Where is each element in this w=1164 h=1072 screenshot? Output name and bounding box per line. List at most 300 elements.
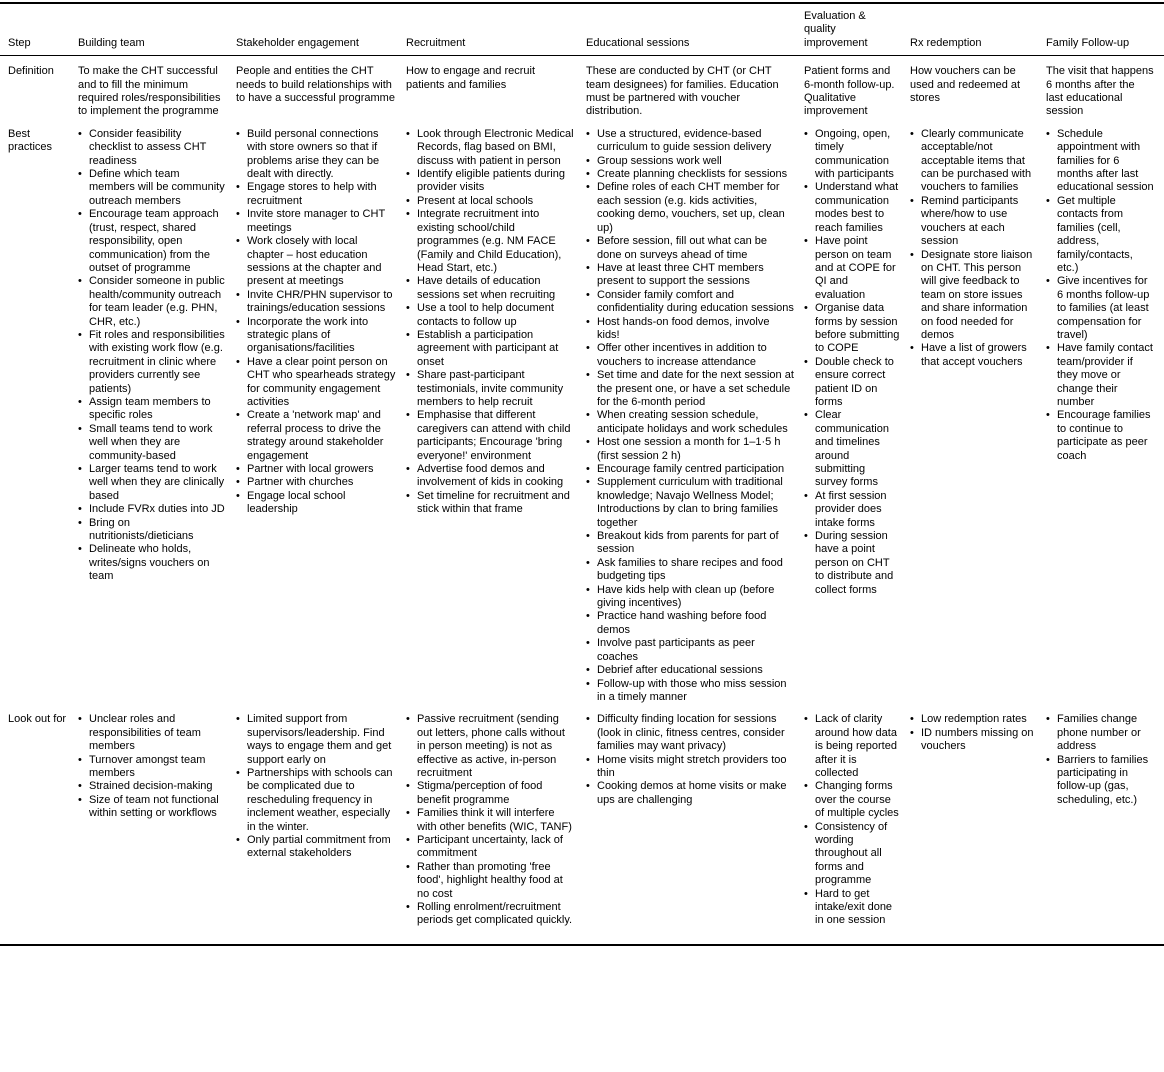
bullet-text: Ask families to share recipes and food budgeting tips [597,556,783,583]
bullet-icon: • [1046,713,1050,726]
bullet-item [236,490,396,517]
bullet-icon: • [586,637,590,650]
bullet-item [1046,754,1154,808]
bullet-icon: • [804,127,808,140]
bullet-item [78,275,226,329]
bullet-item [78,463,226,503]
bullet-item [406,463,576,490]
column-header: Rx redemption [910,3,1046,56]
bullet-text: Define roles of each CHT member for each session (e.g. kids activities, cooking demo, vouchers, set up, clean up) [597,181,785,234]
bullet-text: Small teams tend to work well when they are community-based [89,422,213,462]
bullet-icon: • [236,409,240,422]
bullet-icon: • [586,556,590,569]
bullet-icon: • [804,235,808,248]
bullet-item [236,767,396,834]
bullet-text: Limited support from supervisors/leadership. Find ways to engage them and get support early on [247,713,392,766]
bullet-item [78,423,226,463]
bullet-text: Identify eligible patients during provider visits [417,168,565,194]
table-cell [910,704,1046,945]
table-cell [406,704,586,945]
bullet-icon: • [586,315,590,328]
bullet-icon: • [586,127,590,140]
bullet-icon: • [236,181,240,194]
bullet-icon: • [586,463,590,475]
bullet-icon: • [406,168,410,181]
table-cell [910,119,1046,704]
bullet-text: Create planning checklists for sessions [597,168,788,181]
bullet-item [236,463,396,476]
bullet-text: Work closely with local chapter – host education sessions at the chapter and present at meetings [247,235,382,288]
bullet-icon: • [406,328,410,341]
bullet-item [236,356,396,410]
bullet-icon: • [406,860,410,873]
definition-text: How to engage and recruit patients and families [406,65,536,91]
table-cell [586,704,804,945]
table-cell [236,704,406,945]
step-column-header: Step [0,3,78,56]
bullet-text: Invite CHR/PHN supervisor to trainings/education sessions [247,288,393,315]
bullet-text: Cooking demos at home visits or make ups are challenging [597,780,787,806]
bullet-text: Bring on nutritionists/dieticians [89,516,194,543]
bullet-item [406,208,576,275]
table-cell [804,119,910,704]
bullet-item [1046,275,1154,342]
bullet-text: Ongoing, open, timely communication with participants [815,127,894,181]
bullet-icon: • [804,530,808,543]
bullet-icon: • [586,181,590,194]
bullet-item [236,128,396,182]
bullet-text: Supplement curriculum with traditional knowledge; Navajo Wellness Model; Introductions by clan to bring families together [597,476,783,529]
bullet-text: Emphasise that different caregivers can attend with child participants; Encourage 'bring everyone!' environment [417,409,571,462]
bullet-text: Clear communication and timelines around submitting survey forms [815,409,889,489]
bullet-text: Low redemption rates [921,713,1027,726]
bullet-icon: • [910,127,914,140]
bullet-text: Lack of clarity around how data is being reported after it is collected [815,713,897,779]
bullet-icon: • [586,409,590,422]
bullet-icon: • [586,369,590,382]
bullet-icon: • [1046,409,1050,422]
bullet-item [78,794,226,821]
bullet-text: Consider feasibility checklist to assess CHT readiness [89,127,207,167]
bullet-text: Define which team members will be community outreach members [89,168,225,207]
bullet-item [406,780,576,807]
definition-text: The visit that happens 6 months after the last educational session [1046,65,1154,118]
bullet-icon: • [586,235,590,248]
bullet-text: When creating session schedule, anticipate holidays and work schedules [597,409,788,435]
bullet-text: Share past-participant testimonials, invite community members to help recruit [417,369,564,408]
bullet-text: Establish a participation agreement with participant at onset [417,328,559,368]
bullet-item [406,409,576,463]
bullet-item [1046,713,1154,753]
bullet-text: Host hands-on food demos, involve kids! [597,315,770,341]
table-cell [804,56,910,119]
bullet-text: Group sessions work well [597,154,722,167]
definition-text: Patient forms and 6-month follow-up. Qualitative improvement [804,65,895,118]
bullet-text: Involve past participants as peer coaches [597,637,755,663]
table-cell [78,119,236,704]
bullet-item [804,713,900,780]
bullet-item [78,543,226,583]
bullet-item [406,713,576,780]
bullet-item [586,369,794,409]
bullet-icon: • [78,275,82,288]
fvrx-programme-steps-table [0,2,1164,946]
bullet-item [406,302,576,329]
bullet-item [406,490,576,517]
bullet-text: Larger teams tend to work well when they are clinically based [89,463,225,502]
bullet-icon: • [586,677,590,690]
bullet-icon: • [78,463,82,475]
bullet-text: Delineate who holds, writes/signs vouchers on team [89,543,210,583]
bullet-item [78,780,226,793]
bullet-icon: • [406,833,410,846]
bullet-icon: • [910,726,914,739]
bullet-text: Double check to ensure correct patient ID on forms [815,355,894,408]
bullet-icon: • [910,194,914,207]
bullet-icon: • [78,208,82,221]
bullet-text: Include FVRx duties into JD [89,503,225,516]
bullet-item [586,780,794,807]
bullet-icon: • [1046,275,1050,288]
bullet-item [586,289,794,316]
table-cell [586,56,804,119]
bullet-icon: • [406,208,410,221]
bullet-item [910,727,1036,754]
column-header: Stakeholder engagement [236,3,406,56]
bullet-icon: • [910,342,914,355]
bullet-text: Breakout kids from parents for part of session [597,530,779,556]
bullet-item [406,128,576,168]
bullet-item [804,490,900,530]
bullet-text: Turnover amongst team members [89,753,206,779]
bullet-icon: • [78,543,82,556]
bullet-text: Families think it will interfere with other benefits (WIC, TANF) [417,807,572,833]
bullet-text: Invite store manager to CHT meetings [247,208,385,234]
bullet-item [910,128,1036,195]
bullet-item [586,463,794,476]
column-header: Evaluation & quality improvement [804,3,910,56]
bullet-item [406,168,576,195]
bullet-item [406,369,576,409]
bullet-text: Barriers to families participating in follow-up (gas, scheduling, etc.) [1057,753,1149,806]
row-label: Look out for [8,713,67,726]
bullet-icon: • [236,208,240,221]
bullet-text: Partner with local growers [247,463,374,475]
bullet-icon: • [586,168,590,181]
bullet-text: Before session, fill out what can be done on surveys ahead of time [597,235,767,261]
table-cell [586,119,804,704]
bullet-item [236,289,396,316]
bullet-icon: • [1046,342,1050,355]
bullet-item [586,128,794,155]
bullet-item [406,329,576,369]
bullet-item [406,861,576,901]
bullet-icon: • [586,342,590,355]
bullet-icon: • [78,780,82,793]
definition-text: To make the CHT successful and to fill the minimum required roles/responsibilities to implement the programme [78,65,221,118]
bullet-icon: • [406,713,410,726]
bullet-item [78,329,226,396]
bullet-item [586,235,794,262]
bullet-item [804,780,900,820]
bullet-item [586,155,794,168]
bullet-icon: • [236,833,240,846]
bullet-item [804,409,900,489]
bullet-text: Create a 'network map' and referral process to drive the strategy around stakeholder engagement [247,409,384,462]
table-header [0,3,1164,56]
bullet-text: Engage local school leadership [247,489,346,516]
bullet-item [804,235,900,302]
bullet-text: Integrate recruitment into existing school/child programmes (e.g. NM FACE (Family and Child Education), Head Start, etc.) [417,208,562,274]
bullet-item [1046,342,1154,409]
bullet-item [586,342,794,369]
bullet-text: Use a structured, evidence-based curriculum to guide session delivery [597,127,772,154]
bullet-icon: • [1046,127,1050,140]
bullet-item [804,356,900,410]
bullet-item [236,208,396,235]
bullet-text: Practice hand washing before food demos [597,610,767,636]
bullet-text: Build personal connections with store owners so that if problems arise they can be dealt with directly. [247,127,380,181]
bullet-icon: • [236,489,240,502]
bullet-text: Have a clear point person on CHT who spearheads strategy for community engagement activities [247,355,396,408]
bullet-text: Difficulty finding location for sessions (look in clinic, fitness centres, consider families may want privacy) [597,713,785,753]
bullet-item [586,713,794,753]
bullet-icon: • [586,154,590,167]
bullet-text: Encourage team approach (trust, respect, shared responsibility, open communication) from the outset of programme [89,208,219,274]
column-header: Family Follow-up [1046,3,1164,56]
bullet-text: Look through Electronic Medical Records, flag based on BMI, discuss with patient in person [417,127,574,167]
table-row [0,119,1164,704]
bullet-text: Organise data forms by session before submitting to COPE [815,302,900,355]
bullet-icon: • [804,887,808,900]
bullet-icon: • [236,463,240,475]
bullet-text: Hard to get intake/exit done in one session [815,887,893,927]
bullet-icon: • [804,302,808,315]
bullet-icon: • [910,713,914,726]
bullet-icon: • [78,422,82,435]
column-header: Building team [78,3,236,56]
bullet-icon: • [804,820,808,833]
definition-text: People and entities the CHT needs to build relationships with to have a successful programme [236,65,395,105]
table-cell [406,56,586,119]
bullet-text: Use a tool to help document contacts to follow up [417,302,554,328]
bullet-icon: • [1046,753,1050,766]
bullet-icon: • [406,463,410,475]
bullet-icon: • [406,807,410,820]
bullet-item [236,834,396,861]
bullet-icon: • [78,753,82,766]
bullet-item [236,476,396,489]
bullet-text: Partner with churches [247,476,354,489]
bullet-text: Only partial commitment from external stakeholders [247,833,391,860]
table-cell [1046,56,1164,119]
bullet-text: Size of team not functional within setting or workflows [89,793,219,820]
bullet-item [586,316,794,343]
bullet-icon: • [586,753,590,766]
bullet-item [586,637,794,664]
bullet-text: Unclear roles and responsibilities of team members [89,713,201,753]
bullet-item [78,517,226,544]
bullet-text: Have kids help with clean up (before giving incentives) [597,583,775,610]
bullet-text: Rolling enrolment/recruitment periods get complicated quickly. [417,901,573,927]
bullet-item [586,664,794,677]
bullet-text: ID numbers missing on vouchers [921,726,1034,753]
bullet-icon: • [804,780,808,793]
bullet-icon: • [586,780,590,793]
bullet-item [586,530,794,557]
bullet-icon: • [406,275,410,288]
bullet-icon: • [586,530,590,543]
bullet-text: Encourage family centred participation [597,463,785,475]
bullet-text: Clearly communicate acceptable/not acceptable items that can be purchased with vouchers to families [921,127,1032,194]
bullet-item [586,262,794,289]
bullet-item [78,208,226,275]
bullet-text: Follow-up with those who miss session in a timely manner [597,677,787,703]
bullet-icon: • [804,409,808,422]
bullet-text: Home visits might stretch providers too thin [597,753,787,779]
bullet-item [236,713,396,767]
bullet-item [236,235,396,289]
bullet-text: Changing forms over the course of multiple cycles [815,780,899,820]
bullet-text: Partnerships with schools can be complicated due to rescheduling frequency in inclement weather, especially in the winter. [247,766,393,833]
row-label: Best practices [8,127,53,154]
bullet-icon: • [586,261,590,274]
bullet-text: Give incentives for 6 months follow-up to families (at least compensation for travel) [1057,275,1150,341]
bullet-item [586,678,794,705]
bullet-text: Participant uncertainty, lack of commitment [417,833,563,860]
bullet-item [804,128,900,182]
bullet-item [804,821,900,888]
bullet-icon: • [804,181,808,194]
table-row [0,704,1164,945]
bullet-text: Assign team members to specific roles [89,395,211,422]
definition-text: How vouchers can be used and redeemed at stores [910,65,1021,105]
bullet-icon: • [78,503,82,516]
bullet-icon: • [236,127,240,140]
bullet-text: Consider family comfort and confidentiality during education sessions [597,288,794,315]
bullet-icon: • [236,355,240,368]
bullet-item [1046,409,1154,463]
bullet-item [78,754,226,781]
bullet-text: At first session provider does intake forms [815,489,887,529]
bullet-text: Designate store liaison on CHT. This person will give feedback to team on store issues and share information on food needed for demos [921,248,1033,341]
bullet-icon: • [586,583,590,596]
table-cell [804,704,910,945]
bullet-text: Remind participants where/how to use vouchers at each session [921,194,1019,248]
bullet-text: Families change phone number or address [1057,713,1141,753]
bullet-text: Incorporate the work into strategic plans of organisations/facilities [247,315,369,355]
table-cell [406,119,586,704]
row-label: Definition [8,65,54,78]
bullet-item [236,409,396,463]
bullet-icon: • [406,194,410,207]
bullet-icon: • [236,766,240,779]
bullet-item [586,557,794,584]
bullet-icon: • [236,476,240,489]
bullet-item [910,342,1036,369]
bullet-text: Have a list of growers that accept vouchers [921,342,1027,368]
table-body [0,56,1164,945]
bullet-text: Set time and date for the next session at the present one, or have a set schedule for the 6-month period [597,369,794,408]
bullet-icon: • [236,315,240,328]
bullet-text: Set timeline for recruitment and stick within that frame [417,489,570,516]
bullet-icon: • [406,489,410,502]
bullet-icon: • [1046,194,1050,207]
bullet-icon: • [78,168,82,181]
table-cell [236,119,406,704]
bullet-icon: • [406,127,410,140]
bullet-text: Stigma/perception of food benefit programme [417,780,543,806]
table-row [0,56,1164,119]
bullet-icon: • [78,395,82,408]
bullet-item [910,713,1036,726]
bullet-icon: • [78,127,82,140]
bullet-item [1046,128,1154,195]
bullet-text: Have details of education sessions set when recruiting [417,275,556,301]
bullet-text: Consistency of wording throughout all forms and programme [815,820,888,887]
bullet-icon: • [78,328,82,341]
bullet-icon: • [586,436,590,449]
bullet-text: Present at local schools [417,194,534,207]
bullet-item [78,503,226,516]
bullet-item [78,128,226,168]
bullet-text: Have point person on team and at COPE for QI and evaluation [815,235,896,301]
bullet-item [586,409,794,436]
bullet-text: Offer other incentives in addition to vouchers to increase attendance [597,342,767,368]
table-cell [78,56,236,119]
bullet-item [1046,195,1154,275]
table-cell [236,56,406,119]
bullet-icon: • [406,369,410,382]
bullet-item [236,316,396,356]
bullet-icon: • [804,489,808,502]
column-header: Educational sessions [586,3,804,56]
bullet-text: Debrief after educational sessions [597,664,763,677]
bullet-text: Advertise food demos and involvement of kids in cooking [417,463,564,489]
bullet-text: Engage stores to help with recruitment [247,181,377,207]
bullet-icon: • [78,793,82,806]
bullet-item [910,249,1036,343]
bullet-icon: • [236,288,240,301]
bullet-icon: • [804,355,808,368]
table-cell [1046,119,1164,704]
bullet-item [804,302,900,356]
bullet-item [804,888,900,928]
bullet-icon: • [406,302,410,315]
bullet-icon: • [406,780,410,793]
bullet-icon: • [406,409,410,422]
bullet-icon: • [406,901,410,913]
bullet-icon: • [236,235,240,248]
bullet-text: Host one session a month for 1–1·5 h (first session 2 h) [597,436,781,462]
table-cell [910,56,1046,119]
bullet-item [78,713,226,753]
bullet-item [910,195,1036,249]
bullet-item [236,181,396,208]
bullet-icon: • [910,248,914,261]
bullet-icon: • [78,713,82,726]
bullet-item [804,181,900,235]
bullet-icon: • [586,610,590,623]
table-cell [1046,704,1164,945]
bullet-text: Have family contact team/provider if they move or change their number [1057,342,1153,408]
bullet-icon: • [586,664,590,677]
bullet-icon: • [236,713,240,726]
bullet-item [586,610,794,637]
bullet-icon: • [804,713,808,726]
bullet-item [406,807,576,834]
bullet-item [586,754,794,781]
